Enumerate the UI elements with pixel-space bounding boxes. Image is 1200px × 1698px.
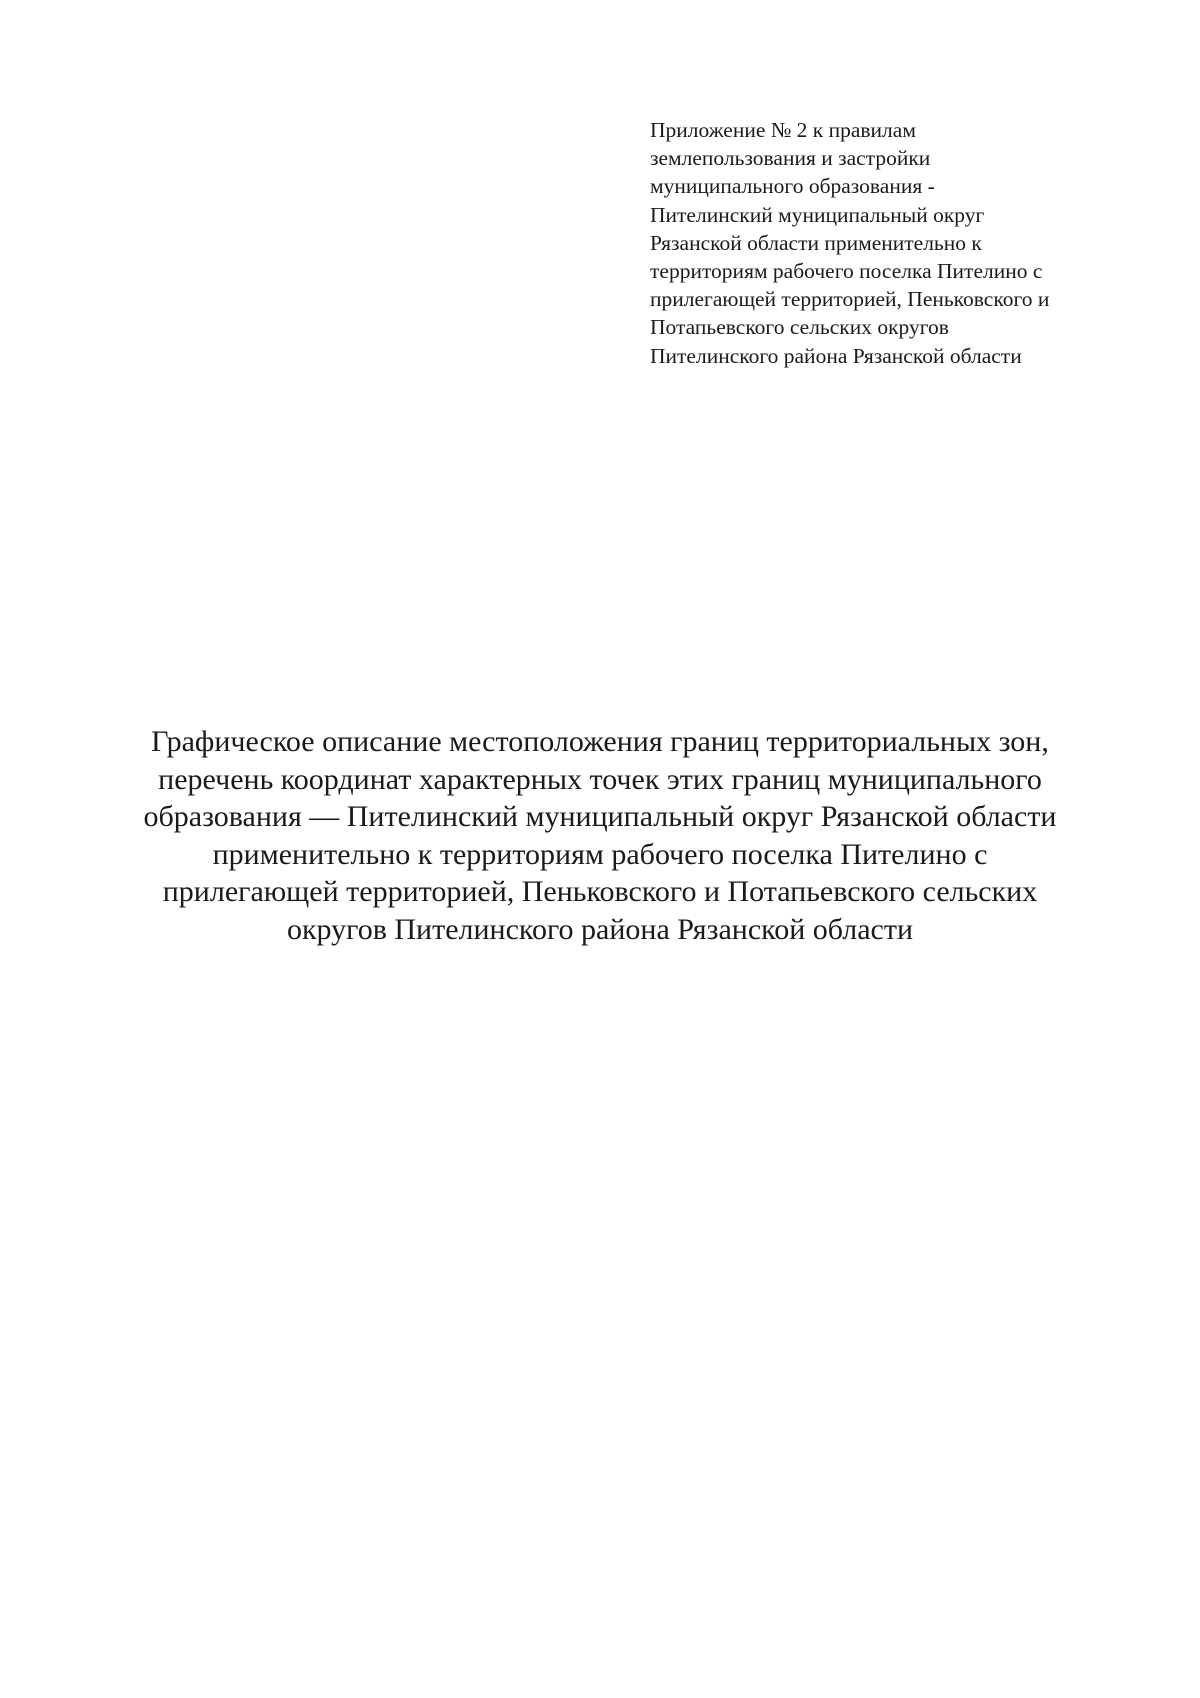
appendix-note-line: территориям рабочего поселка Пителино с xyxy=(650,259,1043,284)
document-title-line: Графическое описание местоположения границ территориальных зон, xyxy=(151,725,1049,758)
appendix-note-line: Рязанской области применительно к xyxy=(650,230,982,255)
document-title-line: округов Пителинского района Рязанской области xyxy=(286,912,914,946)
appendix-note-line: муниципального образования - xyxy=(650,174,935,199)
appendix-note-line: прилегающей территорией, Пеньковского и xyxy=(650,287,1050,312)
document-title-line: прилегающей территорией, Пеньковского и Потапьевского сельских xyxy=(162,875,1038,908)
appendix-note-line: Пителинский муниципальный округ xyxy=(650,202,985,227)
document-title-line: образования — Пителинский муниципальный округ Рязанской области xyxy=(143,800,1057,833)
appendix-note xyxy=(650,116,1170,370)
appendix-note-line: Приложение № 2 к правилам xyxy=(650,118,916,142)
document-title xyxy=(60,723,1140,948)
document-title-line: применительно к территориям рабочего поселка Пителино с xyxy=(212,837,988,871)
appendix-note-line: Потапьевского сельских округов xyxy=(650,315,949,340)
document-title-line: перечень координат характерных точек этих границ муниципального xyxy=(158,762,1042,796)
appendix-note-line: землепользования и застройки xyxy=(650,146,931,171)
appendix-note-line: Пителинского района Рязанской области xyxy=(650,343,1022,368)
